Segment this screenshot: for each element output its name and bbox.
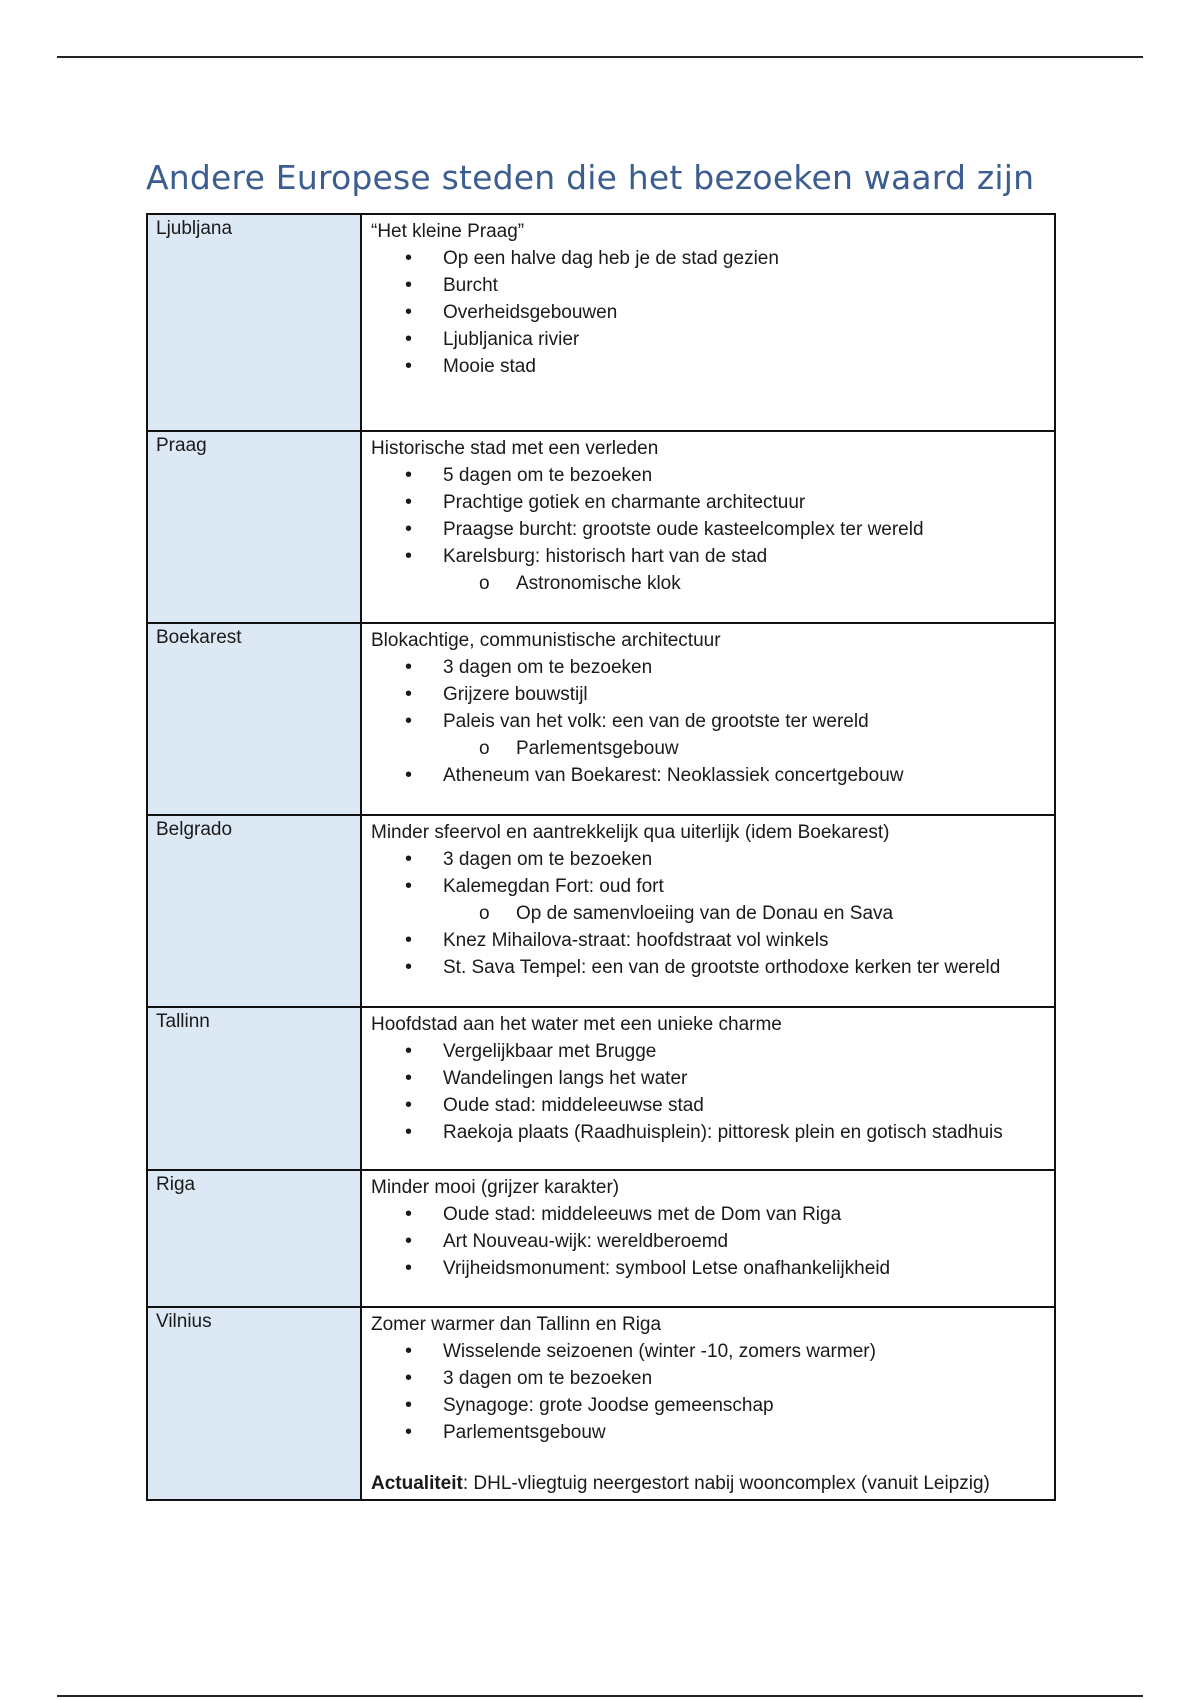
city-name: Vilnius <box>148 1308 362 1499</box>
city-row <box>146 624 1056 816</box>
bullet-item: • 5 dagen om te bezoeken <box>371 462 1046 489</box>
sub-bullet-item: o Parlementsgebouw <box>371 735 1046 762</box>
bullet-list <box>371 1338 1046 1446</box>
city-description <box>362 215 1054 430</box>
bullet-item: • Parlementsgebouw <box>371 1419 1046 1446</box>
city-description <box>362 432 1054 622</box>
bullet-item: • Paleis van het volk: een van de grootste ter wereld <box>371 708 1046 735</box>
news-note-label: Actualiteit <box>371 1473 463 1494</box>
bullet-item: • Knez Mihailova-straat: hoofdstraat vol winkels <box>371 927 1046 954</box>
bullet-item: • Vrijheidsmonument: symbool Letse onafhankelijkheid <box>371 1255 1046 1282</box>
bullet-item: • Vergelijkbaar met Brugge <box>371 1038 1046 1065</box>
city-intro: Hoofdstad aan het water met een unieke charme <box>371 1014 782 1035</box>
city-intro: Zomer warmer dan Tallinn en Riga <box>371 1314 662 1335</box>
bullet-item: • Art Nouveau-wijk: wereldberoemd <box>371 1228 1046 1255</box>
city-name: Tallinn <box>148 1008 362 1169</box>
sub-bullet-item: o Astronomische klok <box>371 570 1046 597</box>
news-note <box>371 1470 1046 1497</box>
bullet-item: • Overheidsgebouwen <box>371 299 1046 326</box>
bullet-list <box>371 1038 1046 1146</box>
bullet-item: • Grijzere bouwstijl <box>371 681 1046 708</box>
bullet-list <box>371 654 1046 789</box>
bullet-item: • 3 dagen om te bezoeken <box>371 1365 1046 1392</box>
city-intro: “Het kleine Praag” <box>371 221 525 242</box>
bullet-item: • Atheneum van Boekarest: Neoklassiek concertgebouw <box>371 762 1046 789</box>
city-description <box>362 1308 1054 1499</box>
city-row <box>146 213 1056 432</box>
city-row <box>146 1308 1056 1501</box>
city-description <box>362 624 1054 814</box>
header-rule <box>57 56 1143 58</box>
news-note-text: : DHL-vliegtuig neergestort nabij wooncomplex (vanuit Leipzig) <box>462 1473 990 1494</box>
city-row <box>146 432 1056 624</box>
bullet-list <box>371 1201 1046 1282</box>
city-name: Riga <box>148 1171 362 1306</box>
bullet-item: • 3 dagen om te bezoeken <box>371 846 1046 873</box>
city-name: Belgrado <box>148 816 362 1006</box>
bullet-item: • Oude stad: middeleeuws met de Dom van Riga <box>371 1201 1046 1228</box>
bullet-item: • Kalemegdan Fort: oud fort <box>371 873 1046 900</box>
bullet-item: • Karelsburg: historisch hart van de stad <box>371 543 1046 570</box>
city-description <box>362 816 1054 1006</box>
bullet-item: • 3 dagen om te bezoeken <box>371 654 1046 681</box>
bullet-item: • Burcht <box>371 272 1046 299</box>
bullet-item: • Raekoja plaats (Raadhuisplein): pittoresk plein en gotisch stadhuis <box>371 1119 1046 1146</box>
bullet-item: • Synagoge: grote Joodse gemeenschap <box>371 1392 1046 1419</box>
bullet-item: • Prachtige gotiek en charmante architectuur <box>371 489 1046 516</box>
cities-table <box>146 213 1056 1501</box>
city-row <box>146 1008 1056 1171</box>
city-row <box>146 816 1056 1008</box>
bullet-item: • Praagse burcht: grootste oude kasteelcomplex ter wereld <box>371 516 1046 543</box>
city-name: Boekarest <box>148 624 362 814</box>
city-intro: Minder mooi (grijzer karakter) <box>371 1177 620 1198</box>
page-title: Andere Europese steden die het bezoeken waard zijn <box>146 158 1035 197</box>
bullet-item: • Op een halve dag heb je de stad gezien <box>371 245 1046 272</box>
bullet-item: • Ljubljanica rivier <box>371 326 1046 353</box>
bullet-list <box>371 846 1046 981</box>
city-intro: Historische stad met een verleden <box>371 438 659 459</box>
bullet-item: • Oude stad: middeleeuwse stad <box>371 1092 1046 1119</box>
bullet-item: • Mooie stad <box>371 353 1046 380</box>
bullet-list <box>371 462 1046 597</box>
sub-bullet-item: o Op de samenvloeiing van de Donau en Sava <box>371 900 1046 927</box>
footer-rule <box>57 1695 1143 1697</box>
city-intro: Minder sfeervol en aantrekkelijk qua uiterlijk (idem Boekarest) <box>371 822 890 843</box>
bullet-item: • St. Sava Tempel: een van de grootste orthodoxe kerken ter wereld <box>371 954 1046 981</box>
city-name: Ljubljana <box>148 215 362 430</box>
city-description <box>362 1171 1054 1306</box>
city-row <box>146 1171 1056 1308</box>
city-name: Praag <box>148 432 362 622</box>
bullet-item: • Wisselende seizoenen (winter -10, zomers warmer) <box>371 1338 1046 1365</box>
city-description <box>362 1008 1054 1169</box>
bullet-list <box>371 245 1046 380</box>
city-intro: Blokachtige, communistische architectuur <box>371 630 721 651</box>
bullet-item: • Wandelingen langs het water <box>371 1065 1046 1092</box>
